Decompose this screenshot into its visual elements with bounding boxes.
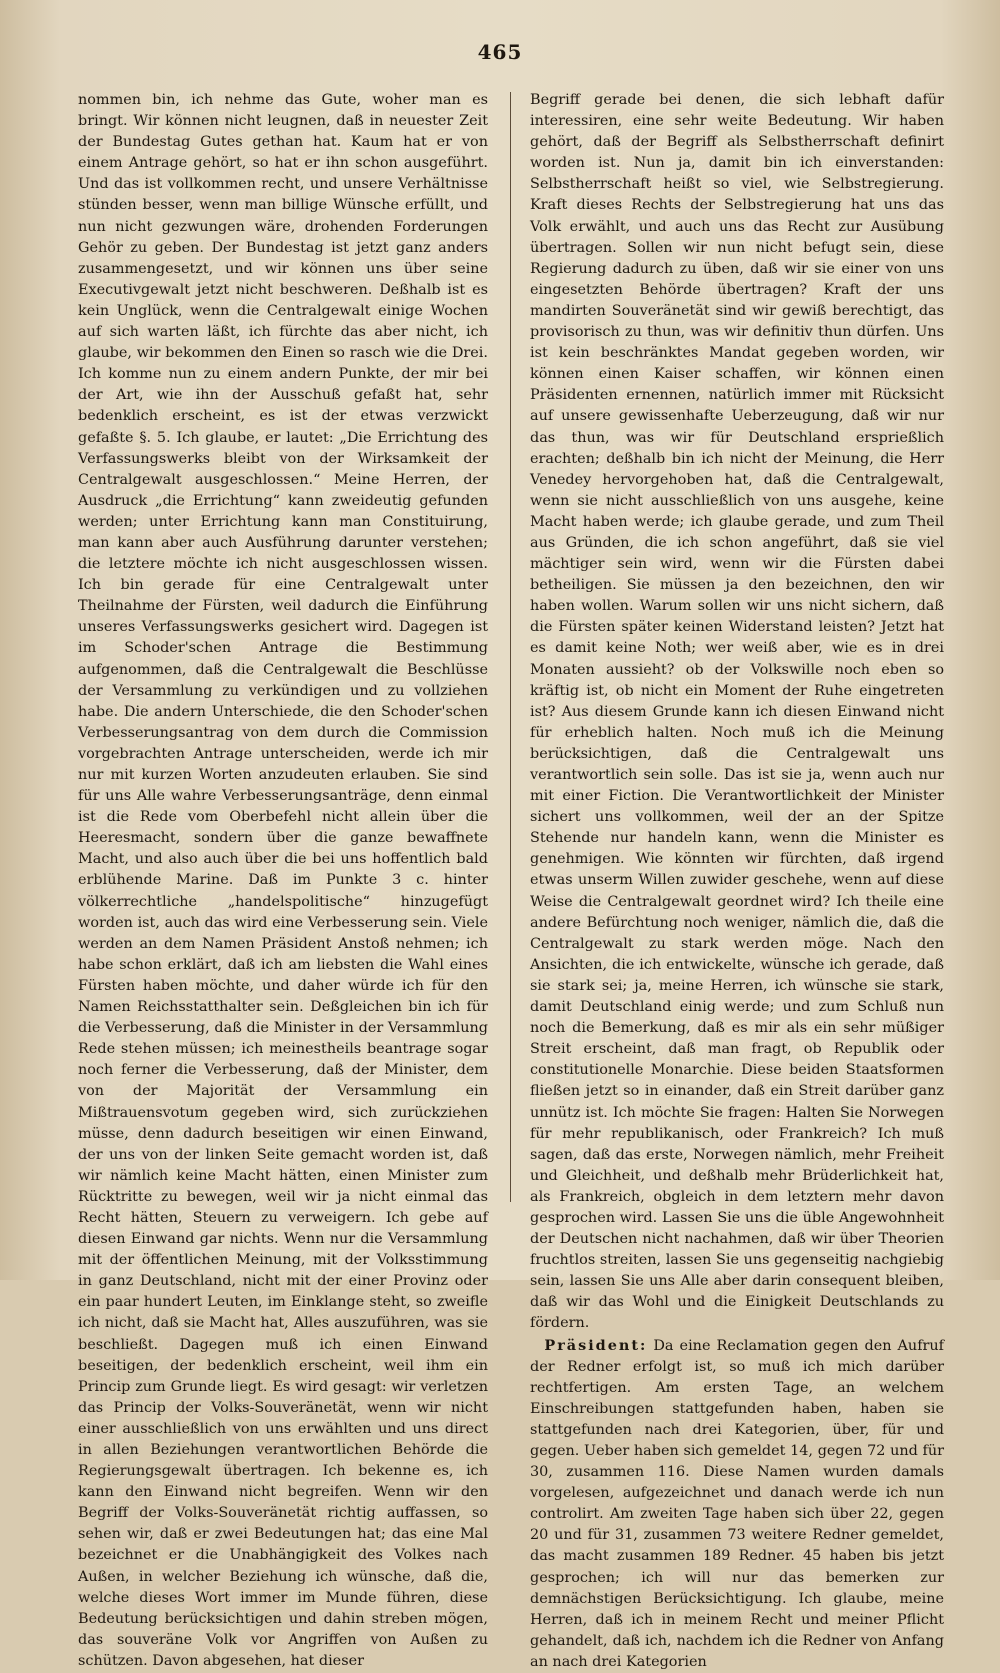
page-number: 465 [477, 40, 523, 64]
column-divider [510, 92, 511, 1202]
right-column [530, 90, 944, 1670]
speaker-text: Da eine Reclamation gegen den Aufruf der Redner erfolgt ist, so muß ich mich darüber rechtfertigen. Am ersten Tage, an welchem Einschreibungen stattgefunden haben, haben sie stattgefunden nach drei Kategorien, über, für und gegen. Ueber haben sich gemeldet 14, gegen 72 und für 30, zusammen 116. Diese Namen wurden damals vorgelesen, aufgezeichnet und danach werde ich nun controlirt. Am zweiten Tage haben sich über 22, gegen 20 und für 31, zusammen 73 weitere Redner gemeldet, das macht zusammen 189 Redner. 45 haben bis jetzt gesprochen; ich will nur das bemerken zur demnächstigen Berücksichtigung. Ich glaube, meine Herren, daß ich in meinem Recht und meiner Pflicht gehandelt, daß ich, nachdem ich die Redner von Anfang an nach drei Kategorien [530, 1337, 944, 1670]
right-column-text: Begriff gerade bei denen, die sich lebhaft dafür interessiren, eine sehr weite Bedeutung. Wir haben gehört, daß der Begriff als Selbstherrschaft definirt worden ist. Nun ja, damit bin ich einverstanden: Selbstherrschaft heißt so viel, wie Selbstregierung. Kraft dieses Rechts der Selbstregierung hat uns das Volk erwählt, und auch uns das Recht zur Ausübung übertragen. Sollen wir nun nicht befugt sein, diese Regierung dadurch zu üben, daß wir sie einer von uns eingesetzten Behörde übertragen? Kraft der uns mandirten Souveränetät sind wir gewiß berechtigt, das provisorisch zu thun, was wir definitiv thun dürfen. Uns ist kein beschränktes Mandat gegeben worden, wir können einen Kaiser schaffen, wir können einen Präsidenten ernennen, natürlich immer mit Rücksicht auf unsere gewissenhafte Ueberzeugung, daß wir nur das thun, was wir für Deutschland ersprießlich erachten; deßhalb bin ich nicht der Meinung, die Herr Venedey hervorgehoben hat, daß die Centralgewalt, wenn sie nicht ausschließlich von uns ausgehe, keine Macht haben werde; ich glaube gerade, und zum Theil aus Gründen, die ich schon angeführt, daß sie viel mächtiger sein wird, wenn wir die Fürsten dabei betheiligen. Sie müssen ja den bezeichnen, den wir haben wollen. Warum sollen wir uns nicht sichern, daß die Fürsten später keinen Widerstand leisten? Jetzt hat es damit keine Noth; wer weiß aber, wie es in drei Monaten aussieht? ob der Volkswille noch eben so kräftig ist, ob nicht ein Moment der Ruhe eingetreten ist? Aus diesem Grunde kann ich diesen Einwand nicht für erheblich halten. Noch muß ich die Meinung berücksichtigen, daß die Centralgewalt uns verantwortlich sein solle. Das ist sie ja, wenn auch nur mit einer Fiction. Die Verantwortlichkeit der Minister sichert uns vollkommen, weil der an der Spitze Stehende nur handeln kann, wenn die Minister es genehmigen. Wie könnten wir fürchten, daß irgend etwas unserm Willen zuwider geschehe, wenn auf diese Weise die Centralgewalt geordnet wird? Ich theile eine andere Befürchtung noch weniger, nämlich die, daß die Centralgewalt zu stark werden möge. Nach den Ansichten, die ich entwickelte, wünsche ich gerade, daß sie stark sei; ja, meine Herren, ich wünsche sie stark, damit Deutschland einig werde; und zum Schluß nun noch die Bemerkung, daß es mir als ein sehr müßiger Streit erscheint, daß man fragt, ob Republik oder constitutionelle Monarchie. Diese beiden Staatsformen fließen jetzt so in einander, daß ein Streit darüber ganz unnütz ist. Ich möchte Sie fragen: Halten Sie Norwegen für mehr republikanisch, oder Frankreich? Ich muß sagen, daß das erste, Norwegen nämlich, mehr Freiheit und Gleichheit, und deßhalb mehr Brüderlichkeit hat, als Frankreich, obgleich in dem letztern mehr davon gesprochen wird. Lassen Sie uns die üble Angewohnheit der Deutschen nicht nachahmen, daß wir über Theorien fruchtlos streiten, lassen Sie uns gegenseitig nachgiebig sein, lassen Sie uns Alle aber darin consequent bleiben, daß wir das Wohl und die Einigkeit Deutschlands zu fördern. [530, 92, 944, 1332]
speaker-label: Präsident: [544, 1336, 648, 1354]
speaker-paragraph [530, 1335, 944, 1673]
left-column-text: nommen bin, ich nehme das Gute, woher man es bringt. Wir können nicht leugnen, daß in neuester Zeit der Bundestag Gutes gethan hat. Kaum hat er von einem Antrage gehört, so hat er ihn schon ausgeführt. Und das ist vollkommen recht, und unsere Verhältnisse stünden besser, wenn man billige Wünsche erfüllt, und nun nicht gezwungen wäre, drohenden Forderungen Gehör zu geben. Der Bundestag ist jetzt ganz anders zusammengesetzt, und wir können uns über seine Executivgewalt jetzt nicht beschweren. Deßhalb ist es kein Unglück, wenn die Centralgewalt einige Wochen auf sich warten läßt, ich fürchte das aber nicht, ich glaube, wir bekommen den Einen so rasch wie die Drei. Ich komme nun zu einem andern Punkte, der mir bei der Art, wie ihn der Ausschuß gefaßt hat, sehr bedenklich erscheint, es ist der etwas verzwickt gefaßte §. 5. Ich glaube, er lautet: „Die Errichtung des Verfassungswerks bleibt von der Wirksamkeit der Centralgewalt ausgeschlossen.“ Meine Herren, der Ausdruck „die Errichtung“ kann zweideutig gefunden werden; unter Errichtung kann man Constituirung, man kann aber auch Ausführung darunter verstehen; die letztere möchte ich nicht ausgeschlossen wissen. Ich bin gerade für eine Centralgewalt unter Theilnahme der Fürsten, weil dadurch die Einführung unseres Verfassungswerks gesichert wird. Dagegen ist im Schoder'schen Antrage die Bestimmung aufgenommen, daß die Centralgewalt die Beschlüsse der Versammlung zu verkündigen und zu vollziehen habe. Die andern Unterschiede, die den Schoder'schen Verbesserungsantrag von dem durch die Commission vorgebrachten Antrage unterscheiden, werde ich mir nur mit kurzen Worten anzudeuten erlauben. Sie sind für uns Alle wahre Verbesserungsanträge, denn einmal ist die Rede vom Oberbefehl nicht allein über die Heeresmacht, sondern über die ganze bewaffnete Macht, und also auch über die bei uns hoffentlich bald erblühende Marine. Daß im Punkte 3 c. hinter völkerrechtliche „handelspolitische“ hinzugefügt worden ist, auch das wird eine Verbesserung sein. Viele werden an dem Namen Präsident Anstoß nehmen; ich habe schon erklärt, daß ich am liebsten die Wahl eines Fürsten haben möchte, und daher würde ich für den Namen Reichsstatthalter sein. Deßgleichen bin ich für die Verbesserung, daß die Minister in der Versammlung Rede stehen müssen; ich meinestheils beantrage sogar noch ferner die Verbesserung, daß der Minister, dem von der Majorität der Versammlung ein Mißtrauensvotum gegeben wird, sich zurückziehen müsse, denn dadurch beseitigen wir einen Einwand, der uns von der linken Seite gemacht worden ist, daß wir nämlich keine Macht hätten, einen Minister zum Rücktritte zu bewegen, weil wir ja nicht einmal das Recht hätten, Steuern zu verweigern. Ich gebe auf diesen Einwand gar nichts. Wenn nur die Versammlung mit der öffentlichen Meinung, mit der Volksstimmung in ganz Deutschland, nicht mit der einer Provinz oder ein paar hundert Leuten, im Einklange steht, so zweifle ich nicht, daß sie Macht hat, Alles auszuführen, was sie beschließt. Dagegen muß ich einen Einwand beseitigen, der bedenklich erscheint, weil ihm ein Princip zum Grunde liegt. Es wird gesagt: wir verletzen das Princip der Volks-Souveränetät, wenn wir nicht einer ausschließlich von uns erwählten und uns direct in allen Beziehungen verantwortlichen Behörde die Regierungsgewalt übertragen. Ich bekenne es, ich kann den Einwand nicht begreifen. Wenn wir den Begriff der Volks-Souveränetät richtig auffassen, so sehen wir, daß er zwei Bedeutungen hat; das eine Mal bezeichnet er die Unabhängigkeit des Volkes nach Außen, in welcher Beziehung ich wünsche, daß die, welche dieses Wort immer im Munde führen, diese Bedeutung berücksichtigen und dahin streben mögen, das souveräne Volk vor Angriffen von Außen zu schützen. Davon abgesehen, hat dieser [78, 92, 488, 1669]
left-column [78, 90, 488, 1669]
